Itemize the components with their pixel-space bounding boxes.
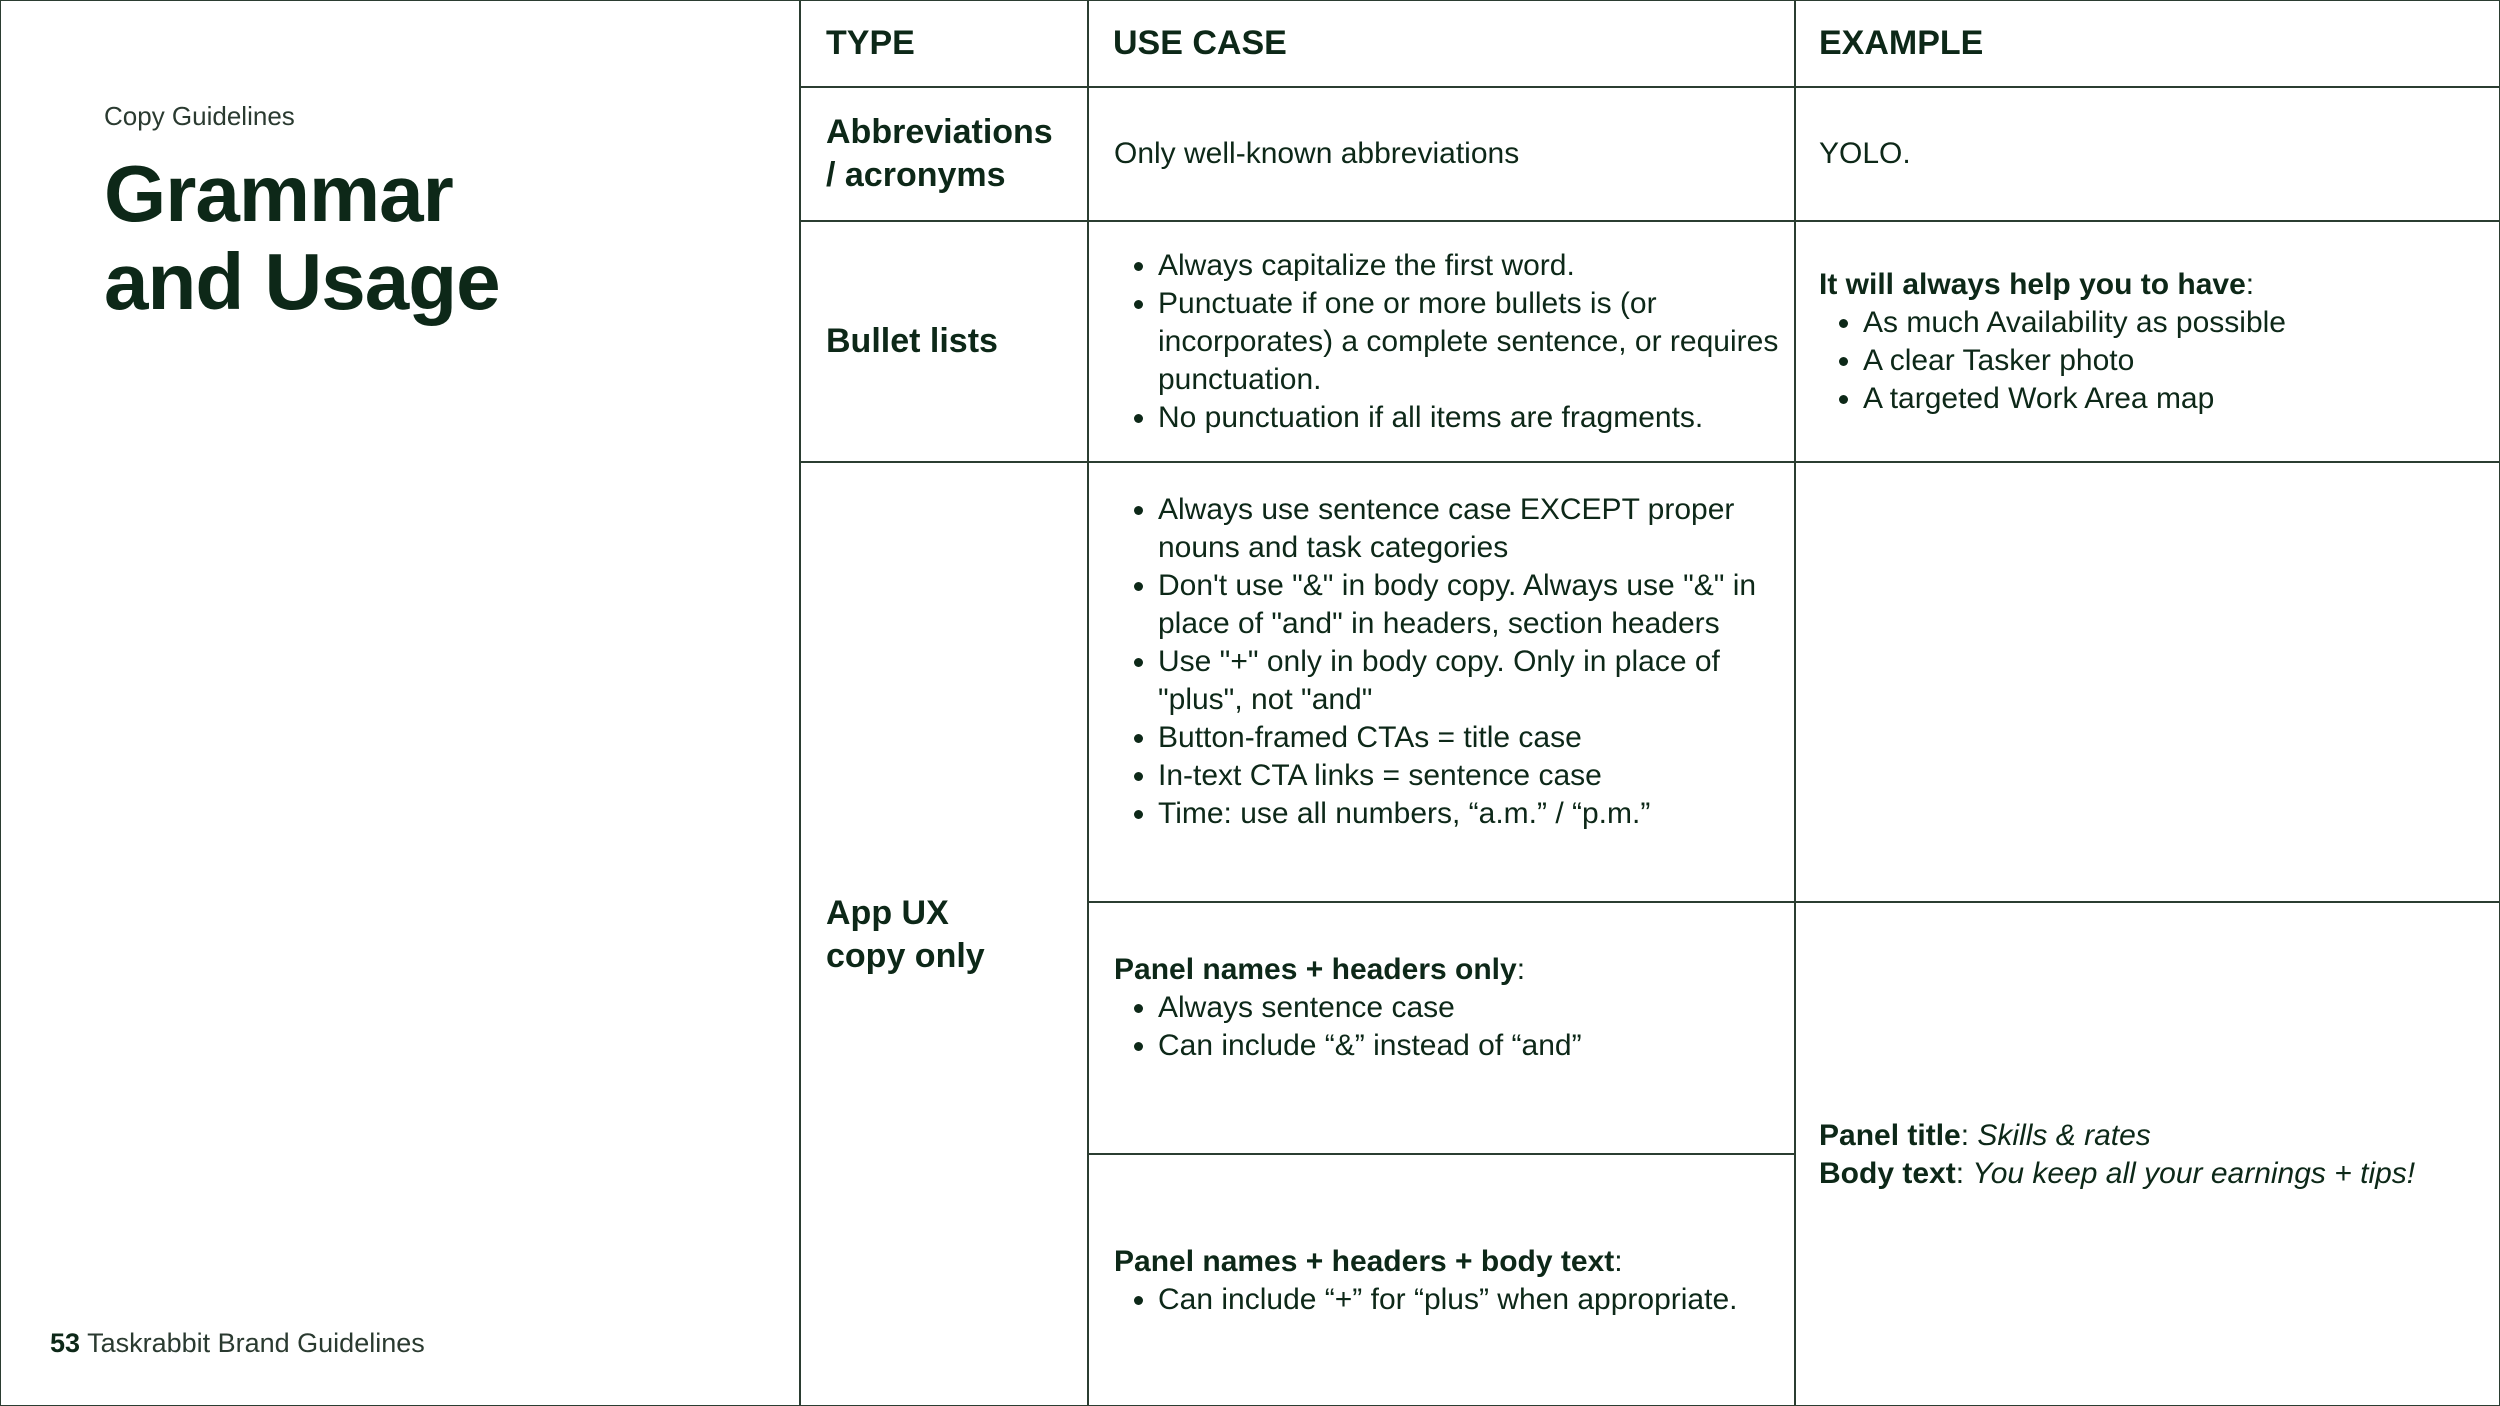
type-app-ux-line-1: App UX <box>826 893 949 932</box>
usecase-bullet-lists <box>1114 222 1784 461</box>
page-title <box>104 150 500 326</box>
page-number: 53 <box>50 1328 81 1358</box>
list-item: • Always capitalize the first word. <box>1158 247 1784 285</box>
list-item: • Use "+" only in body copy. Only in place of "plus", not "and" <box>1158 643 1784 719</box>
example-abbreviations: YOLO. <box>1819 137 1911 170</box>
panel-headers-list <box>1114 989 1784 1065</box>
app-ux-rules-list <box>1114 491 1784 833</box>
list-item: • Always sentence case <box>1158 989 1784 1027</box>
example-bullets-lead: It will always help you to have: <box>1819 267 2255 301</box>
list-item: • Button-framed CTAs = title case <box>1158 719 1784 757</box>
panel-headers-lead: Panel names + headers only: <box>1114 953 1526 986</box>
list-item: • Can include “+” for “plus” when appropriate. <box>1158 1281 1784 1319</box>
header-example: EXAMPLE <box>1819 24 1984 62</box>
example-app-ux <box>1819 903 2489 1406</box>
page-footer <box>50 1328 425 1359</box>
example-bullet-lists <box>1819 222 2489 461</box>
type-abbreviations-line-2: / acronyms <box>826 156 1006 194</box>
type-abbreviations-line-1: Abbreviations <box>826 113 1053 151</box>
list-item: • Time: use all numbers, “a.m.” / “p.m.” <box>1158 795 1784 833</box>
type-app-ux <box>826 463 1081 1406</box>
table-border-left <box>799 0 801 1406</box>
list-item: • A clear Tasker photo <box>1863 342 2489 380</box>
type-bullet-lists: Bullet lists <box>826 322 998 360</box>
list-item: • In-text CTA links = sentence case <box>1158 757 1784 795</box>
usecase-panel-headers <box>1114 903 1784 1113</box>
list-item: • No punctuation if all items are fragments. <box>1158 399 1784 437</box>
table-divider-usecase <box>1794 0 1796 1406</box>
type-app-ux-line-2: copy only <box>826 936 985 975</box>
bullet-rules-list <box>1114 247 1784 437</box>
eyebrow-label: Copy Guidelines <box>104 101 295 131</box>
list-item: • A targeted Work Area map <box>1863 380 2489 418</box>
list-item: • Don't use "&" in body copy. Always use "&" in place of "and" in headers, section headers <box>1158 567 1784 643</box>
list-item: • As much Availability as possible <box>1863 304 2489 342</box>
usecase-abbreviations: Only well-known abbreviations <box>1114 137 1520 170</box>
example-panel-title: Panel title: Skills & rates <box>1819 1118 2151 1152</box>
header-type: TYPE <box>826 24 915 62</box>
page-title-line-1: Grammar <box>104 149 453 238</box>
page-title-line-2: and Usage <box>104 237 500 326</box>
usecase-app-ux-general <box>1114 463 1784 861</box>
footer-text: Taskrabbit Brand Guidelines <box>87 1328 425 1358</box>
panel-body-list <box>1114 1281 1784 1319</box>
usecase-panel-body <box>1114 1155 1784 1406</box>
example-body-text: Body text: You keep all your earnings + tips! <box>1819 1156 2416 1190</box>
header-use-case: USE CASE <box>1113 24 1287 62</box>
type-abbreviations <box>826 88 1081 220</box>
panel-body-lead: Panel names + headers + body text: <box>1114 1244 1623 1278</box>
table-divider-type <box>1087 0 1089 1406</box>
example-bullets-list <box>1819 304 2489 418</box>
list-item: • Can include “&” instead of “and” <box>1158 1027 1784 1065</box>
list-item: • Punctuate if one or more bullets is (or incorporates) a complete sentence, or requires punctuation. <box>1158 285 1784 399</box>
list-item: • Always use sentence case EXCEPT proper nouns and task categories <box>1158 491 1784 567</box>
